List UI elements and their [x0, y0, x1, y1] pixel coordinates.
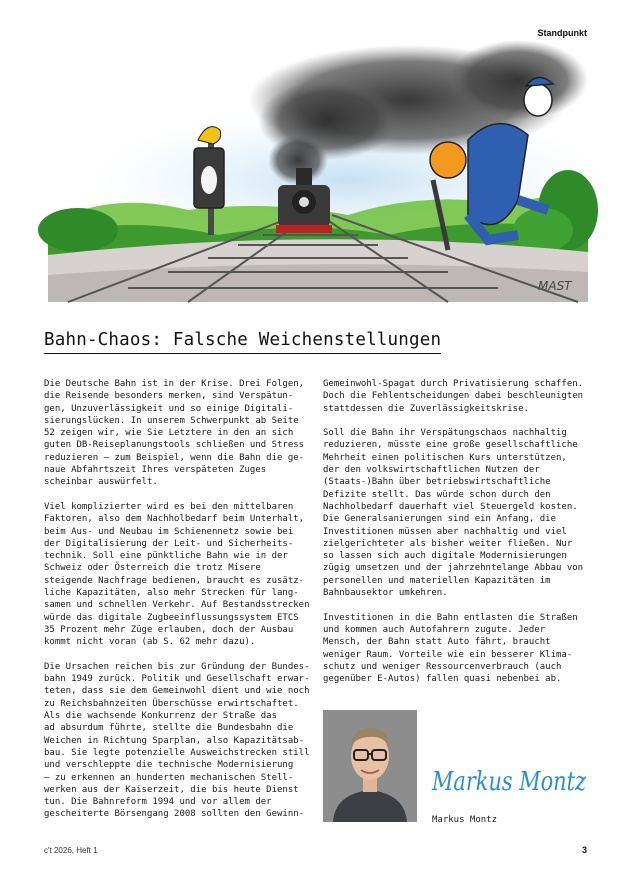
article-paragraph: Die Deutsche Bahn ist in der Krise. Drei Folgen, die Reisende besonders merken, sind Verspätun- gen, Unzuverlässigkeit und so einige Digitali- sierungslücken. In unserem Schwerpunkt ab Seite 52 zeigen wir, wie Sie Letztere in den an sich guten DB-Reiseplanungstools schließen und Stress reduzieren – zum Beispiel, wenn die Bahn die ge- naue Abfahrtszeit Ihres verspäteten Zuges scheinbar auswürfelt. — [44, 379, 305, 488]
article-headline: Bahn-Chaos: Falsche Weichenstellungen — [44, 330, 441, 354]
article-paragraph: Investitionen in die Bahn entlasten die Straßen und kommen auch Autofahrern zugute. Jeder Mensch, der Bahn statt Auto fährt, braucht weniger Raum. Vorteile wie ein besserer Klima- schutz und weniger Ressourcenverbrauch (auch gegenüber E-Autos) fallen quasi nebenbei ab. — [323, 612, 578, 685]
cartoon-illustration — [48, 40, 588, 302]
article-paragraph: Soll die Bahn ihr Verspätungschaos nachhaltig reduzieren, müsste eine große gesellschaftliche Mehrheit einen politischen Kurs unterstützen, der den volkswirtschaftlichen Nutzen der (Staats-)Bahn über betriebswirtschaftliche Defizite stellt. Das würde schon durch den Nachholbedarf dauerhaft viel Steuergeld kosten. Die Generalsanierungen sind ein Anfang, die Investitionen müssen aber nachhaltig und viel zielgerichteter als bisher weiter fließen. Nur so lassen sich auch digitale Modernisierungen zügig umsetzen und der jahrzehntelange Abbau von personellen und materiellen Kapazitäten im Bahnbausektor umkehren. — [323, 428, 584, 599]
article-paragraph: Die Ursachen reichen bis zur Gründung der Bundes- bahn 1949 zurück. Politik und Gesellschaft erwar- teten, dass sie dem Gemeinwohl dient und wie noch zu Reichsbahnzeiten Überschüsse erwirtschaftet. Als die wachsende Konkurrenz der Straße das ad absurdum führte, stellte die Bundesbahn die Weichen in Richtung Sparplan, also Kapazitätsab- bau. Sie legte potenzielle Ausweichstrecken still und verschleppte die technische Modernisierung – zu erkennen an hunderten mechanischen Stell- werken aus der Kaiserzeit, die bis heute Dienst tun. Die Bahnreform 1994 und vor allem der gescheiterte Börsengang 2008 sollten den Gewinn- — [44, 661, 310, 820]
article-column-right — [323, 378, 593, 698]
svg-text:Markus Montz: Markus Montz — [431, 767, 587, 797]
article-paragraph: Viel komplizierter wird es bei den mittelbaren Faktoren, also dem Nachholbedarf beim Unterhalt, beim Aus- und Neubau im Schienennetz sowie bei der Digitalisierung der Leit- und Sicherheits- technik. Soll eine pünktliche Bahn wie in der Schweiz oder Österreich die trotz Misere steigende Nachfrage bedienen, braucht es zusätz- liche Kapazitäten, also mehr Strecken für lang- samen und schnellen Verkehr. Auf Bestandsstrecken würde das digitale Zugbeeinflussungssystem ETCS 35 Prozent mehr Züge erlauben, doch der Ausbau kommt nicht voran (ab S. 62 mehr dazu). — [44, 501, 310, 648]
article-paragraph: Gemeinwohl-Spagat durch Privatisierung schaffen. Doch die Fehlentscheidungen dabei beschleunigten stattdessen die Zuverlässigkeitskrise. — [323, 379, 584, 414]
footer-issue: c't 2026, Heft 1 — [44, 846, 98, 855]
author-photo — [323, 710, 417, 822]
article-column-left — [44, 378, 309, 833]
section-label: Standpunkt — [537, 28, 587, 38]
author-name: Markus Montz — [432, 815, 498, 825]
author-signature — [430, 758, 590, 804]
page-number: 3 — [581, 845, 587, 855]
artist-signature: MAST — [538, 279, 572, 293]
